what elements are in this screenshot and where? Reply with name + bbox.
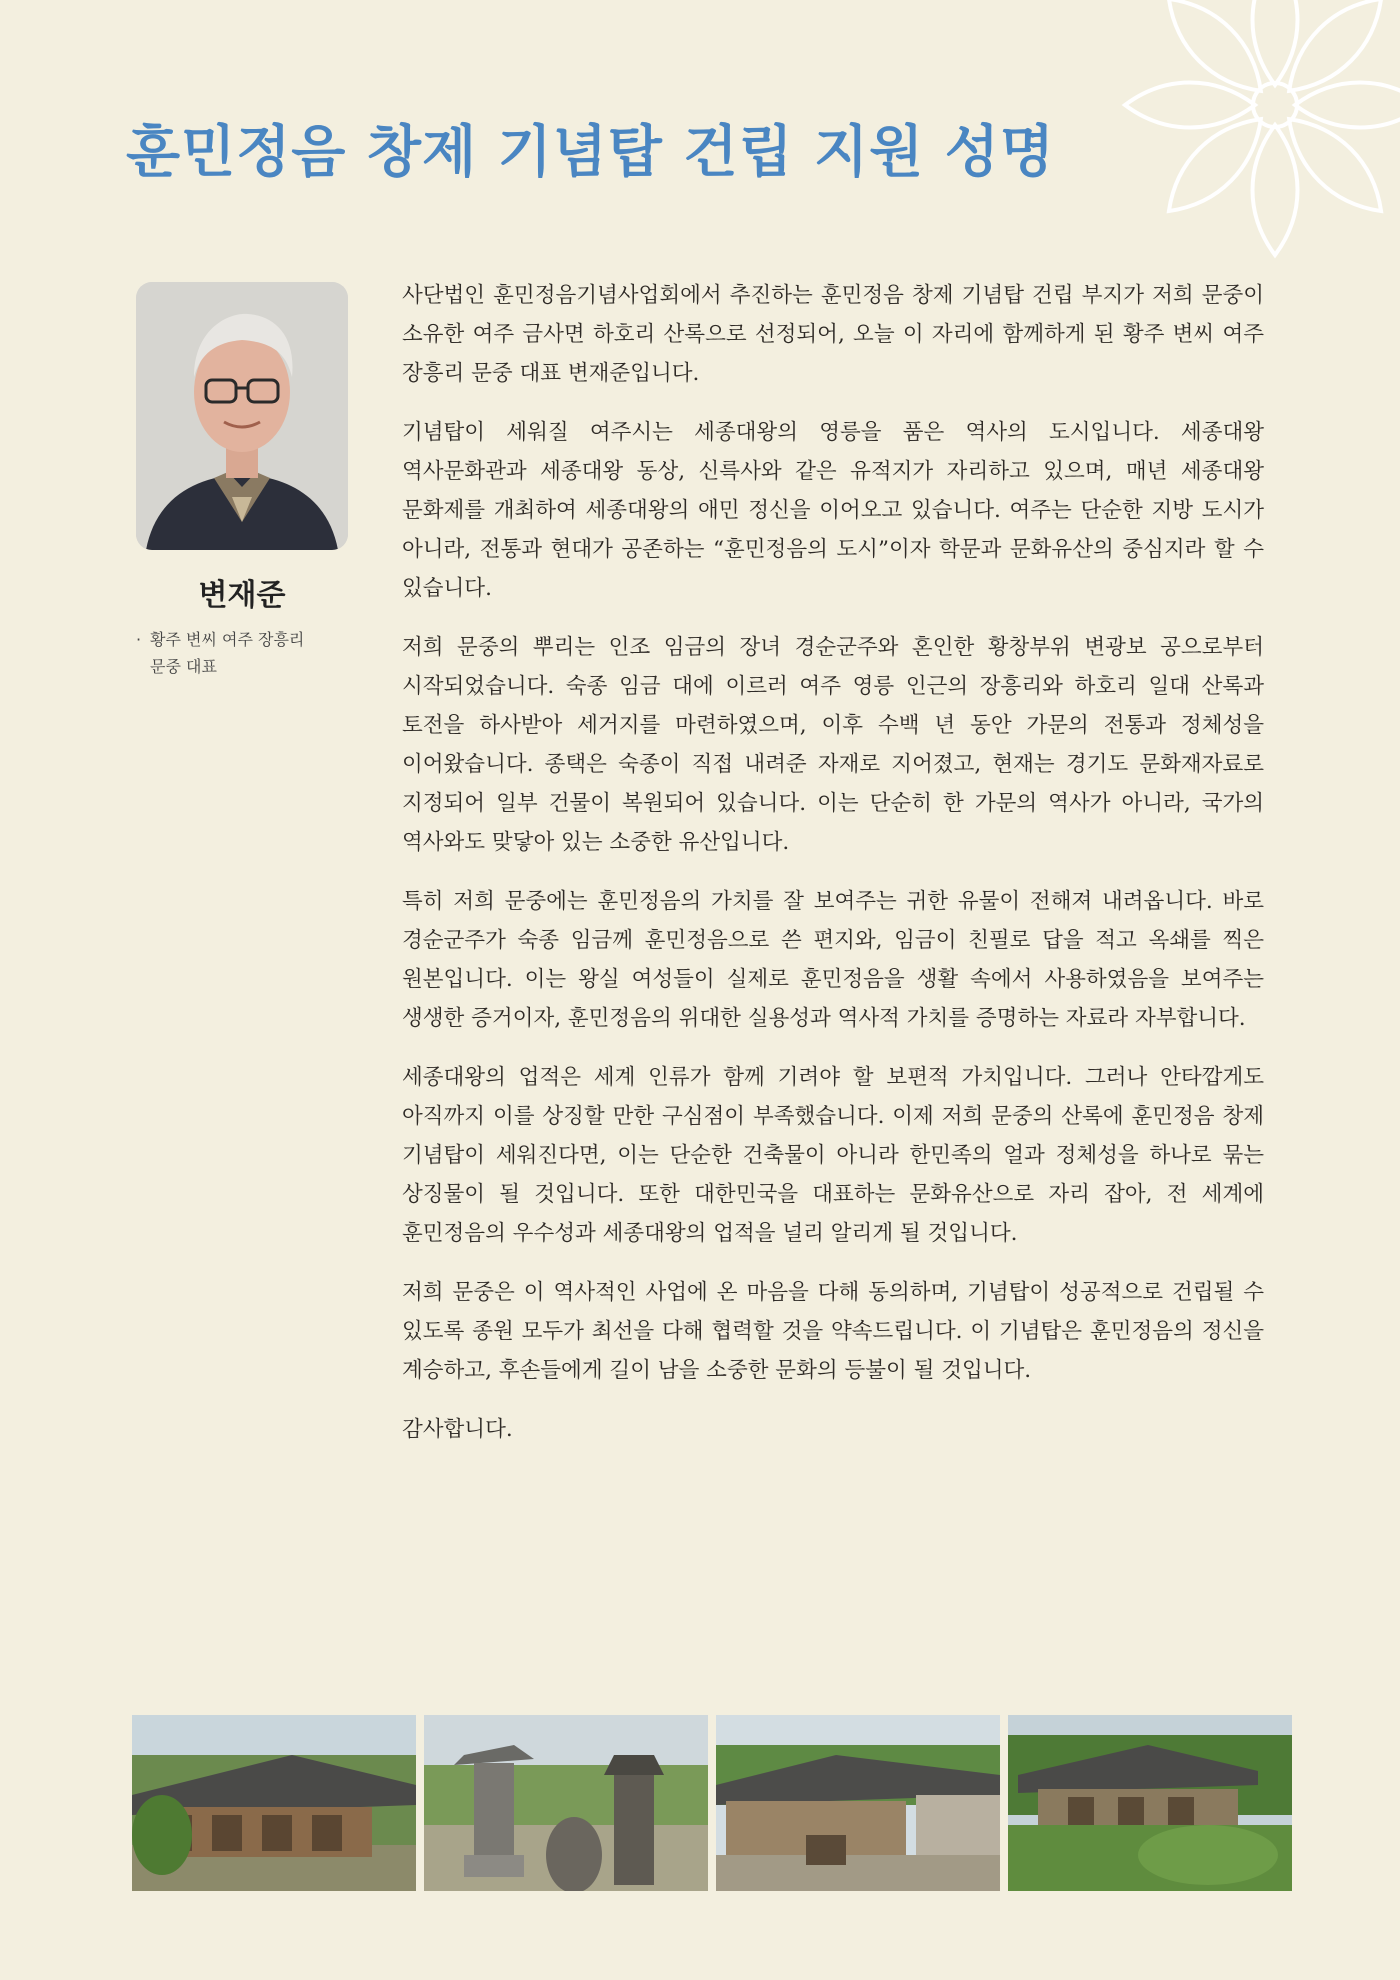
paragraph-3: 저희 문중의 뿌리는 인조 임금의 장녀 경순군주와 혼인한 황창부위 변광보 공으로부터 시작되었습니다. 숙종 임금 대에 이르러 여주 영릉 인근의 장흥리와 하호리 일대 산록과 토전을 하사받아 세거지를 마련하였으며, 이후 수백 년 동안 가문의 전통과 정체성을 이어왔습니다. 종택은 숙종이 직접 내려준 자재로 지어졌고, 현재는 경기도 문화재자료로 지정되어 일부 건물이 복원되어 있습니다. 이는 단순히 한 가문의 역사가 아니라, 국가의 역사와도 맞닿아 있는 소중한 유산입니다. xyxy=(402,635,1264,855)
paragraph-6: 저희 문중은 이 역사적인 사업에 온 마음을 다해 동의하며, 기념탑이 성공적으로 건립될 수 있도록 종원 모두가 최선을 다해 협력할 것을 약속드립니다. 이 기념탑은 훈민정음의 정신을 계승하고, 후손들에게 길이 남을 소중한 문화의 등불이 될 것입니다. xyxy=(402,1280,1264,1383)
affiliation-line-1: 황주 변씨 여주 장흥리 xyxy=(150,630,305,649)
page-title: 훈민정음 창제 기념탑 건립 지원 성명 xyxy=(126,119,1055,185)
profile-card xyxy=(136,282,356,680)
closing-remark: 감사합니다. xyxy=(402,1417,513,1442)
photo-old-houses xyxy=(716,1715,1000,1891)
paragraph-5: 세종대왕의 업적은 세계 인류가 함께 기려야 할 보편적 가치입니다. 그러나 안타깝게도 아직까지 이를 상징할 만한 구심점이 부족했습니다. 이제 저희 문중의 산록에 훈민정음 창제 기념탑이 세워진다면, 이는 단순한 건축물이 아니라 한민족의 얼과 정체성을 하나로 묶는 상징물이 될 것입니다. 또한 대한민국을 대표하는 문화유산으로 자리 잡아, 전 세계에 훈민정음의 우수성과 세종대왕의 업적을 널리 알리게 될 것입니다. xyxy=(402,1065,1264,1246)
affiliation xyxy=(136,626,356,680)
photo-hanok-house xyxy=(132,1715,416,1891)
photo-overgrown-house xyxy=(1008,1715,1292,1891)
person-name: 변재준 xyxy=(198,578,286,613)
paragraph-1: 사단법인 훈민정음기념사업회에서 추진하는 훈민정음 창제 기념탑 건립 부지가 저희 문중이 소유한 여주 금사면 하호리 산록으로 선정되어, 오늘 이 자리에 함께하게 된 황주 변씨 여주 장흥리 문중 대표 변재준입니다. xyxy=(402,283,1264,386)
statement-body xyxy=(402,276,1264,1469)
affiliation-line-2: 문중 대표 xyxy=(150,657,217,676)
paragraph-4: 특히 저희 문중에는 훈민정음의 가치를 잘 보여주는 귀한 유물이 전해져 내려옵니다. 바로 경순군주가 숙종 임금께 훈민정음으로 쓴 편지와, 임금이 친필로 답을 적고 옥쇄를 찍은 원본입니다. 이는 왕실 여성들이 실제로 훈민정음을 생활 속에서 사용하였음을 보여주는 생생한 증거이자, 훈민정음의 위대한 실용성과 역사적 가치를 증명하는 자료라 자부합니다. xyxy=(402,889,1264,1031)
bullet-mark: · xyxy=(136,630,142,649)
flower-decoration xyxy=(1110,0,1400,270)
photo-stone-monuments xyxy=(424,1715,708,1891)
paragraph-2: 기념탑이 세워질 여주시는 세종대왕의 영릉을 품은 역사의 도시입니다. 세종대왕 역사문화관과 세종대왕 동상, 신륵사와 같은 유적지가 자리하고 있으며, 매년 세종대왕 문화제를 개최하여 세종대왕의 애민 정신을 이어오고 있습니다. 여주는 단순한 지방 도시가 아니라, 전통과 현대가 공존하는 “훈민정음의 도시”이자 학문과 문화유산의 중심지라 할 수 있습니다. xyxy=(402,420,1264,601)
portrait-photo xyxy=(136,282,348,550)
photo-strip xyxy=(132,1715,1292,1891)
